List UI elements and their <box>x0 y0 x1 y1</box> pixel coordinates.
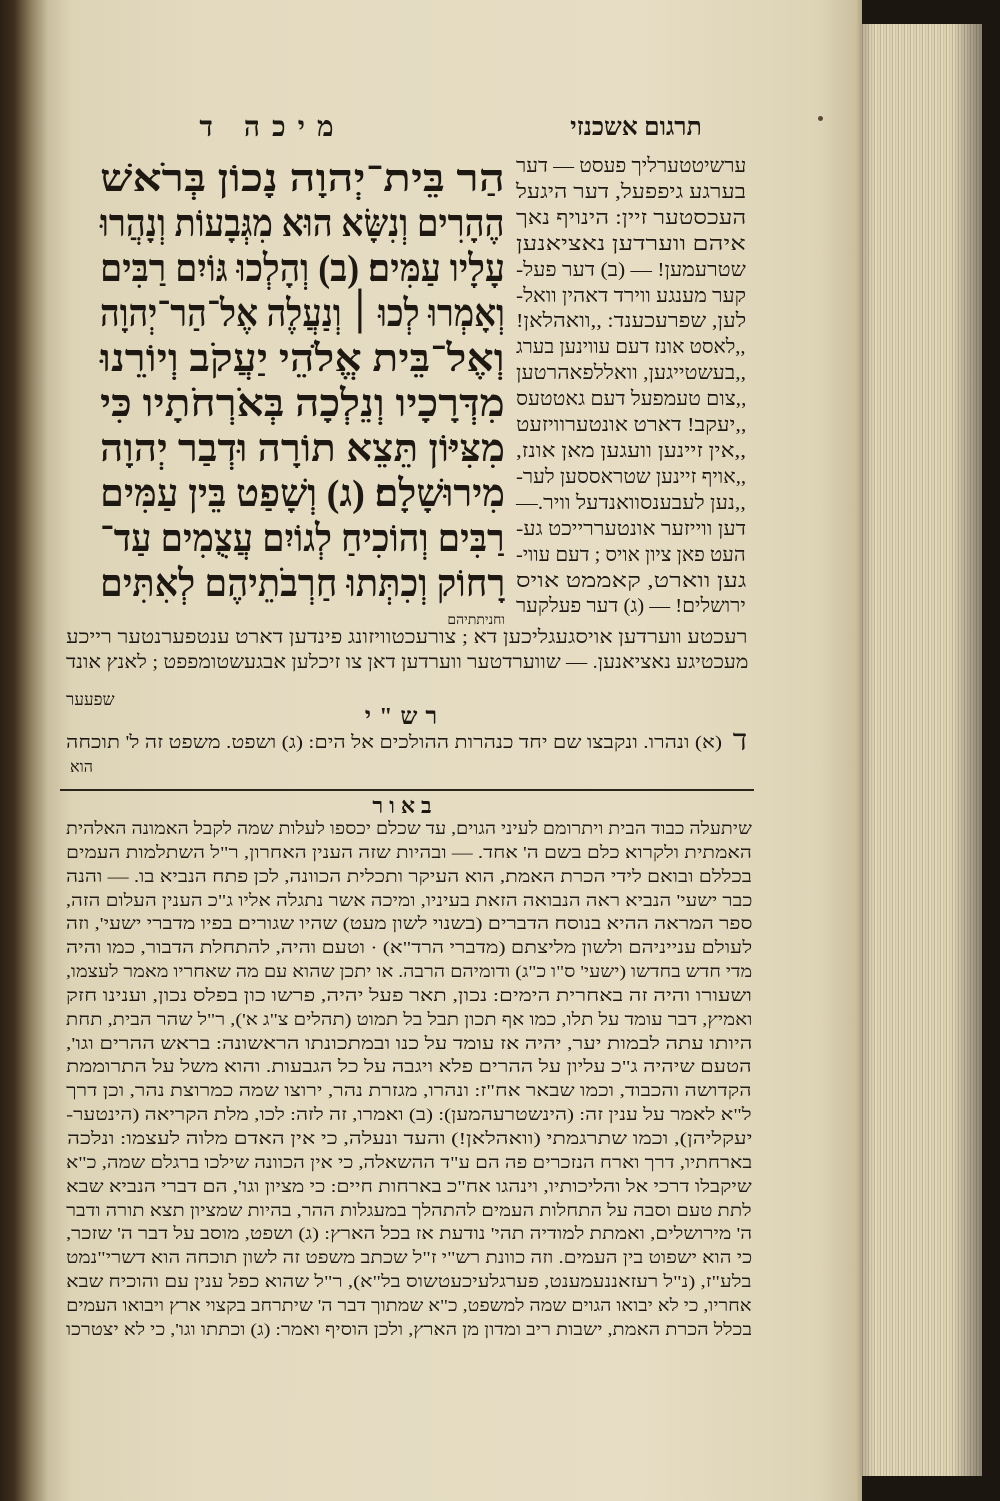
targum-line: ,,אויף זיינען שטראססען לער- <box>515 465 746 488</box>
rashi-header: רש"י <box>364 704 446 730</box>
biur-commentary <box>66 817 752 1342</box>
targum-line: לען, שפרעכענד: ,,וואהלאן! <box>515 310 746 333</box>
main-text-line: הֶהָרִים וְנִשָּׂא הוּא מִגְּבָעוֹת וְנָהֲרוּ <box>100 203 505 245</box>
biur-line: בארחתיו, דרך וארח הנזכרים פה הם ע"ד ההשאלה, כי אין הכוונה שילכו ברגלם שמה, כ"א <box>65 1152 752 1172</box>
biur-line: ספר המראה ההיא בנוסח הדברים (בשנוי לשון מעט) שהיו שגורים בפיו מדברי ישעי', וזה <box>65 914 752 934</box>
biur-line: אחריו, כי לא יבואו הגוים שמה למשפט, כ"א שמתוך דבר ה' שיתרחב בקצוי ארץ ויבואו העמים <box>66 1295 752 1315</box>
targum-line: קער מענגע ווירד דאהין וואל- <box>515 284 746 307</box>
ink-spot <box>818 116 823 121</box>
rashi-chapter-letter: ד <box>732 724 748 757</box>
section-divider <box>60 789 754 791</box>
biur-line: שיתעלה כבוד הבית ויתרומם לעיני הגוים, עד שכלם יכספו לעלות שמה לקבל האמונה האלהית <box>66 819 752 838</box>
main-text-line: רָחוֹק וְכִתְּתוּ חַרְבֹתֵיהֶם לְאִתִּים <box>99 563 505 605</box>
biur-line: מדי חדש בחדשו (ישעי' ס"ו כ"ג) ודומיהם הרבה. או יתכן שהוא עם מה שאחריו מאמר לעצמו, <box>65 962 752 982</box>
targum-line: בערגע גיפפעל, דער היגעל <box>516 180 746 203</box>
biur-line: שיקבלו דרכי אל והליכותיו, וינהגו אח"כ בארחות חיים: כי מציון וגו', הם דברי הנביא שבא <box>66 1176 752 1196</box>
targum-line: ירושלים! — (ג) דער פעלקער <box>516 595 746 618</box>
targum-line: ,,צום טעמפעל דעם גאטטעס <box>515 388 746 411</box>
targum-line: ערשיטטערליך פעסט — דער <box>515 155 746 177</box>
biur-header: באור <box>372 793 438 818</box>
targum-full-width-line: רעכטע ווערדען אויסגעגליכען דא ; צורעכטוויזונג פינדען דארט ענטפערנטער רייכע <box>66 627 748 648</box>
book-chapter-header: מיכה ד <box>199 112 346 143</box>
biur-line: האמתית ולקרוא כלם בשם ה' אחד. — ובהיות שזה הענין האחרון, ר"ל השתלמות העמים <box>66 842 752 862</box>
biur-line: הטעם שיהיה ג"כ עליון על ההרים פלא ויגבה על כל הגבעות. והוא משל על התרוממת <box>66 1057 752 1077</box>
biur-line: היותו עתה לבמות יער, יהיה אז עומד על כנו ובמתכונתו הראשונה: בראש ההרים וגו', <box>65 1033 752 1053</box>
main-text-line: וְאָמְרוּ לְכוּ ׀ וְנַעֲלֶה אֶל־הַר־יְהוָה <box>100 293 505 335</box>
targum-column <box>516 154 746 620</box>
rashi-commentary <box>66 731 722 753</box>
targum-line: ,,נען לעבענסוואנדעל וויר.— <box>516 491 746 514</box>
biur-line: בכלל הכרת האמת, ישבות ריב ומדון מן הארץ, ולכן הוסיף ואמר: (ג) וכתתו וגו', כי לא יצטרכו <box>66 1319 752 1339</box>
biur-line: בכללם ובואם לידי הכרת האמת, הוא העיקר ותכלית הכוונה, לכן פתח הנביא בו. — והנה <box>66 866 752 886</box>
rashi-line-end: הוא <box>70 759 93 776</box>
main-text-line: הַר בֵּית־יְהוָה נָכוֹן בְּרֹאשׁ <box>99 158 505 200</box>
rashi-line: (א) ונהרו. ונקבצו שם יחד כנהרות ההולכים אל הים: (ג) ושפט. משפט זה ל' תוכחה <box>65 732 722 752</box>
targum-line: איהם ווערדען נאציאנען <box>516 232 746 255</box>
targum-line: דען ווייזער אונטעררייכט גע- <box>515 517 746 540</box>
biur-line: ושעורו והיה זה באחרית הימים: נכון, תאר פעל יהיה, פרשו כון בפלס נכון, וענינו חזק <box>66 985 752 1005</box>
targum-line: ,,יעקב! דארט אונטערוויזעט <box>515 414 746 437</box>
targum-full-width-line: מעכטיגע נאציאנען. — שווערדטער ווערדען דאן צו זיכלען אבגעשטומפפט ; לאנץ אונד <box>65 651 748 673</box>
main-text-catchword: וחניתתיהם <box>447 613 505 628</box>
biur-line: בלע"ז, (נ"ל רעזאננעמענט, פערגלעיכעטשוס בל"א), ר"ל שהוא כפל ענין עם והוכיח שבא <box>66 1272 752 1292</box>
main-text-line: מִדְּרָכָיו וְנֵלְכָה בְּאֹרְחֹתָיו כִּי <box>100 383 505 425</box>
main-text-line: מִירוּשָׁלָם׃ (ג) וְשָׁפַט בֵּין עַמִּים <box>99 473 505 515</box>
biur-line: לתת טעם וסבה על התחלות העמים להתהלך במעגלות ההר, בהיות שמציון תצא תורה ודבר <box>66 1200 752 1220</box>
biur-line: ה' מירושלים, ואמתת למודיה תהי' נודעת אז בכל הארץ: (ג) ושפט, מוסב על דבר ה' שזכר, <box>65 1224 752 1244</box>
biur-line: ואמיץ, דבר עומד על תלו, כמו אף תכון תבל בל תמוט (תהלים צ"ג א'), ר"ל שהר הבית, תחת <box>65 1009 752 1029</box>
biur-line: כי הוא ישפוט בין העמים. וזה כוונת רש"י ז"ל שכתב משפט זה לשון תוכחה הוא דשרי"נמט <box>65 1248 752 1268</box>
main-text-line: רַבִּים וְהוֹכִיחַ לְגוֹיִם עֲצֻמִים עַד־ <box>100 518 505 560</box>
main-text-column <box>100 157 505 607</box>
targum-header: תרגום אשכנזי <box>570 114 702 141</box>
biur-line: לעולם ענייניהם ולשון מליצתם (מדברי הרד"א) · וטעם והיה, להתחלת הדבור, כמו והיה <box>65 938 752 958</box>
biur-line: יעקליהן), וכמו שתרגמתי (וואהלאן!) והעד ונעלה, כי אין האדם מלוה לעצמו: ונלכה <box>66 1128 752 1148</box>
biur-line: הקדושה והכבוד, וכמו שבאר אח"ז: ונהרו, מגזרת נהר, ירוצו שמה כמרוצת נהר, וכן דרך <box>66 1081 752 1101</box>
main-text-line: עָלָיו עַמִּים׃ (ב) וְהָלְכוּ גּוֹיִם רַבִּים <box>99 248 505 290</box>
targum-line: העט פאן ציון אויס ; דעם עווי- <box>516 543 746 566</box>
targum-line: ,,בעשטייגען, וואללפאהרטען <box>516 362 746 385</box>
targum-line: ,,אין זיינען וועגען מאן אונז, <box>515 439 746 462</box>
page-edges <box>860 24 982 1476</box>
main-text-line: וְאֶל־בֵּית אֱלֹהֵי יַעֲקֹב וְיוֹרֵנוּ <box>100 338 505 380</box>
targum-catchword: שפעער <box>66 690 115 709</box>
targum-line: שטרעמען! — (ב) דער פעל- <box>516 258 746 281</box>
main-text-line: מִצִּיּוֹן תֵּצֵא תוֹרָה וּדְבַר יְהוָה <box>99 428 505 470</box>
biur-line: כבר ישעי' הנביא ראה הנבואה הזאת בעיניו, ומיכה אשר נתגלה אליו ג"כ הענין העלום הזה, <box>65 890 752 910</box>
targum-line: ,,לאסט אונז דעם עווינען בערג <box>516 336 746 359</box>
targum-full-width-block <box>66 626 748 675</box>
biur-line: ל"א לאמר על ענין זה: (הינשטרעהמען): (ב) ואמרו, זה לזה: לכו, מלת הקריאה (הינטער- <box>66 1105 752 1125</box>
targum-line: העכסטער זיין: הינויף נאך <box>515 206 746 229</box>
targum-line: גען ווארט, קאממט אויס <box>515 569 746 592</box>
